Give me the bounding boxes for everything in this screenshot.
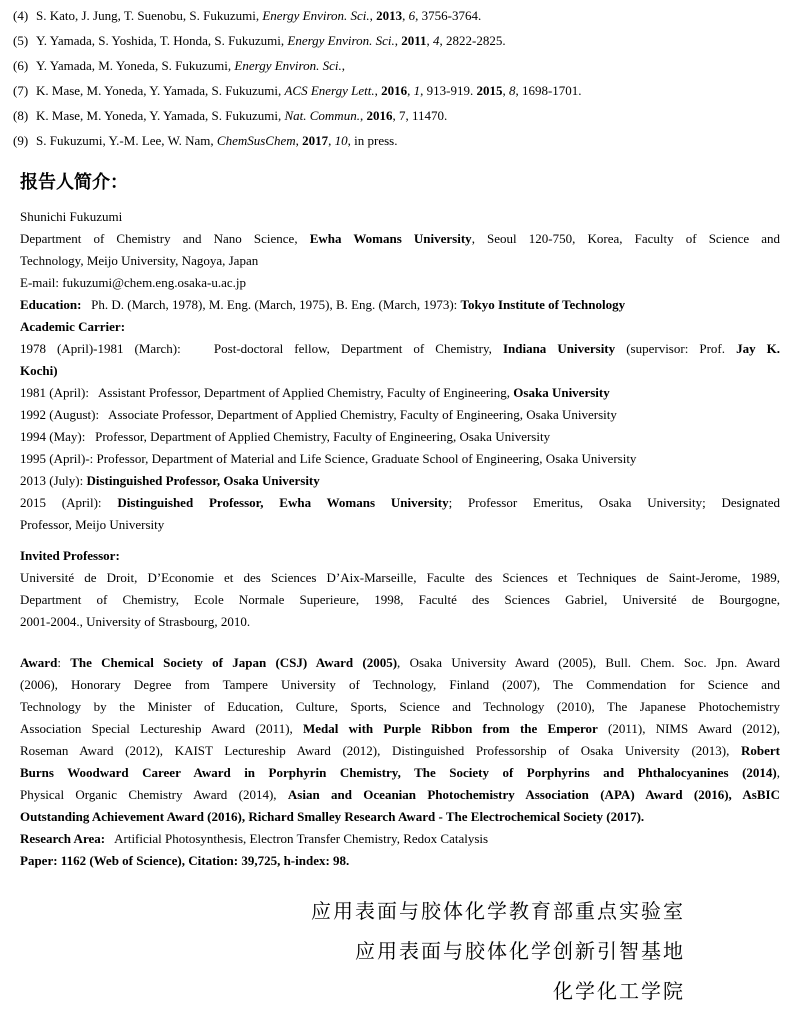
- reference-number: (8): [13, 108, 29, 123]
- reference-text: [36, 8, 481, 23]
- affiliation-line-school: 化学化工学院: [553, 981, 685, 1003]
- text-run: Shunichi Fukuzumi: [20, 209, 123, 224]
- text-run: ,: [394, 33, 402, 48]
- text-run: S. Kato, J. Jung, T. Suenobu, S. Fukuzumi,: [36, 8, 263, 23]
- text-run: ,: [776, 765, 780, 780]
- text-run: ; Professor Emeritus, Osaka University; Designated: [448, 495, 780, 510]
- text-run: ,: [328, 133, 335, 148]
- text-run: , Osaka University Award (2005), Bull. Chem. Soc. Jpn. Award: [397, 655, 780, 670]
- reference-item: [13, 128, 780, 153]
- text-line: [20, 360, 780, 382]
- text-line: [20, 404, 780, 426]
- text-line: [20, 696, 780, 718]
- reference-text: [36, 133, 397, 148]
- text-line: [20, 652, 780, 674]
- text-run: Energy Environ. Sci.: [287, 33, 395, 48]
- text-run: 8: [508, 83, 516, 98]
- reference-item: [13, 28, 780, 53]
- text-run: ,: [402, 8, 409, 23]
- text-run: Osaka University: [513, 385, 610, 400]
- text-line: [20, 228, 780, 250]
- text-run: 2013 (July):: [20, 473, 87, 488]
- text-run: Professor, Meijo University: [20, 517, 165, 532]
- text-line: [20, 426, 780, 448]
- text-run: 1992 (August): Associate Professor, Department of Applied Chemistry, Faculty of Engineering, Osaka University: [20, 407, 617, 422]
- reference-text: [36, 58, 345, 73]
- text-line: [20, 784, 780, 806]
- text-run: ,: [426, 33, 434, 48]
- text-line: [20, 338, 780, 360]
- speaker-bio-block: [20, 206, 780, 536]
- text-run: Technology, Meijo University, Nagoya, Japan: [20, 253, 259, 268]
- text-run: Energy Environ. Sci.: [234, 58, 342, 73]
- text-run: , 7, 11470.: [392, 108, 448, 123]
- text-run: ,: [369, 8, 377, 23]
- text-run: Academic Carrier:: [20, 319, 126, 334]
- text-run: 2013: [376, 8, 403, 23]
- text-run: 2017: [302, 133, 329, 148]
- text-line: [20, 492, 780, 514]
- text-run: Asian and Oceanian Photochemistry Association (APA) Award (2016), AsBIC: [287, 787, 780, 802]
- text-line: [20, 740, 780, 762]
- text-run: Award: [20, 655, 58, 670]
- reference-number: (6): [13, 58, 29, 73]
- text-run: Department of Chemistry and Nano Science,: [20, 231, 310, 246]
- text-run: 6: [408, 8, 416, 23]
- text-run: Nat. Commun.: [284, 108, 360, 123]
- affiliation-line-key-laboratory: 应用表面与胶体化学教育部重点实验室: [311, 901, 685, 923]
- text-run: 1978 (April)-1981 (March): Post-doctoral fellow, Department of Chemistry,: [20, 341, 503, 356]
- text-line: [20, 250, 780, 272]
- text-line: [20, 828, 780, 850]
- text-run: 2015 (April):: [20, 495, 118, 510]
- text-run: 1994 (May): Professor, Department of Applied Chemistry, Faculty of Engineering, Osaka University: [20, 429, 551, 444]
- text-run: Research Area:: [20, 831, 106, 846]
- text-run: , 913-919.: [420, 83, 477, 98]
- text-line: [20, 206, 780, 228]
- text-run: 2015: [476, 83, 503, 98]
- text-line: [20, 674, 780, 696]
- text-run: , 2822-2825.: [439, 33, 506, 48]
- text-run: Association Special Lectureship Award (2011),: [20, 721, 303, 736]
- text-line: [20, 806, 780, 828]
- text-run: 2016: [381, 83, 408, 98]
- text-run: Burns Woodward Career Award in Porphyrin Chemistry, The Society of Porphyrins and Phthalocyanines (2014): [20, 765, 777, 780]
- text-run: (2011), NIMS Award (2012),: [597, 721, 780, 736]
- text-run: (2006), Honorary Degree from Tampere University of Technology, Finland (2007), The Commendation for Science and: [20, 677, 780, 692]
- text-run: ,: [407, 83, 414, 98]
- text-run: 2016: [366, 108, 393, 123]
- text-line: [20, 762, 780, 784]
- text-run: , in press.: [347, 133, 398, 148]
- reference-item: [13, 3, 780, 28]
- affiliation-line-innovation-base: 应用表面与胶体化学创新引智基地: [355, 941, 685, 963]
- text-run: Ph. D. (March, 1978), M. Eng. (March, 1975), B. Eng. (March, 1973):: [81, 297, 461, 312]
- text-run: Physical Organic Chemistry Award (2014),: [20, 787, 288, 802]
- text-line: [20, 718, 780, 740]
- footer-affiliation-block: [20, 892, 780, 1012]
- text-run: The Chemical Society of Japan (CSJ) Award (2005): [70, 655, 398, 670]
- reference-number: (4): [13, 8, 29, 23]
- text-run: ,: [374, 83, 382, 98]
- text-run: , Seoul 120-750, Korea, Faculty of Science and: [471, 231, 780, 246]
- text-line: [20, 272, 780, 294]
- text-run: Indiana University: [502, 341, 616, 356]
- text-run: Distinguished Professor, Ewha Womans University: [117, 495, 449, 510]
- research-area-line: [20, 828, 780, 850]
- text-line: [20, 611, 780, 633]
- text-line: [20, 850, 780, 872]
- text-line: [20, 589, 780, 611]
- text-line: [20, 316, 780, 338]
- reference-item: [13, 53, 780, 78]
- reference-item: [13, 103, 780, 128]
- text-run: 2001-2004., University of Strasbourg, 2010.: [20, 614, 251, 629]
- reference-number: (7): [13, 83, 29, 98]
- text-run: 1: [413, 83, 421, 98]
- text-run: (supervisor: Prof.: [615, 341, 737, 356]
- text-run: Energy Environ. Sci.: [262, 8, 370, 23]
- text-run: Distinguished Professor, Osaka University: [86, 473, 320, 488]
- text-run: Outstanding Achievement Award (2016), Richard Smalley Research Award - The Electrochemical Society (2017).: [20, 809, 645, 824]
- text-run: Y. Yamada, M. Yoneda, S. Fukuzumi,: [36, 58, 235, 73]
- text-line: [20, 294, 780, 316]
- text-run: ,: [359, 108, 367, 123]
- text-run: Y. Yamada, S. Yoshida, T. Honda, S. Fukuzumi,: [36, 33, 288, 48]
- text-run: 1995 (April)-: Professor, Department of Material and Life Science, Graduate School of Engineering, Osaka University: [20, 451, 637, 466]
- text-run: Kochi): [20, 363, 58, 378]
- text-run: Education:: [20, 297, 82, 312]
- award-block: [20, 652, 780, 828]
- text-run: Artificial Photosynthesis, Electron Transfer Chemistry, Redox Catalysis: [105, 831, 489, 846]
- text-run: Tokyo Institute of Technology: [460, 297, 626, 312]
- text-line: [20, 470, 780, 492]
- reference-number: (9): [13, 133, 29, 148]
- text-run: Medal with Purple Ribbon from the Emperor: [303, 721, 598, 736]
- text-run: ,: [341, 58, 345, 73]
- text-run: , 3756-3764.: [415, 8, 482, 23]
- text-run: S. Fukuzumi, Y.-M. Lee, W. Nam,: [36, 133, 217, 148]
- text-run: Robert: [741, 743, 780, 758]
- text-run: Paper: 1162 (Web of Science), Citation: 39,725, h-index: 98.: [20, 853, 350, 868]
- text-run: Department of Chemistry, Ecole Normale Superieure, 1998, Faculté des Sciences Gabriel, Université de Bourgogne,: [20, 592, 780, 607]
- invited-professor-heading: Invited Professor:: [20, 548, 120, 563]
- text-run: K. Mase, M. Yoneda, Y. Yamada, S. Fukuzumi,: [36, 83, 285, 98]
- text-run: Technology by the Minister of Education, Culture, Sports, Science and Technology (2010), The Japanese Photochemistry: [20, 699, 780, 714]
- text-run: , 1698-1701.: [515, 83, 582, 98]
- text-run: ACS Energy Lett.: [284, 83, 375, 98]
- text-run: Université de Droit, D’Economie et des Sciences D’Aix-Marseille, Faculte des Sciences et Techniques de Saint-Jerome, 1989,: [20, 570, 780, 585]
- invited-professor-block: [20, 567, 780, 633]
- text-run: Jay K.: [736, 341, 780, 356]
- text-line: [20, 382, 780, 404]
- text-run: 1981 (April): Assistant Professor, Department of Applied Chemistry, Faculty of Engineering,: [20, 385, 514, 400]
- reference-text: [36, 83, 582, 98]
- text-run: 10: [334, 133, 348, 148]
- text-run: :: [57, 655, 71, 670]
- text-run: 2011: [401, 33, 427, 48]
- text-run: K. Mase, M. Yoneda, Y. Yamada, S. Fukuzumi,: [36, 108, 285, 123]
- speaker-bio-heading: 报告人简介：: [20, 172, 128, 192]
- reference-text: [36, 33, 506, 48]
- text-line: [20, 567, 780, 589]
- reference-list: [13, 3, 780, 153]
- reference-number: (5): [13, 33, 29, 48]
- text-run: ,: [295, 133, 303, 148]
- text-run: E-mail: fukuzumi@chem.eng.osaka-u.ac.jp: [20, 275, 247, 290]
- text-run: Roseman Award (2012), KAIST Lectureship Award (2012), Distinguished Professorship of Osaka University (2013),: [20, 743, 741, 758]
- text-run: ChemSusChem: [216, 133, 296, 148]
- text-run: ,: [502, 83, 509, 98]
- text-line: [20, 514, 780, 536]
- paper-stats-line: [20, 850, 780, 872]
- text-run: Ewha Womans University: [309, 231, 472, 246]
- text-line: [20, 448, 780, 470]
- reference-text: [36, 108, 447, 123]
- text-run: 4: [433, 33, 440, 48]
- reference-item: [13, 78, 780, 103]
